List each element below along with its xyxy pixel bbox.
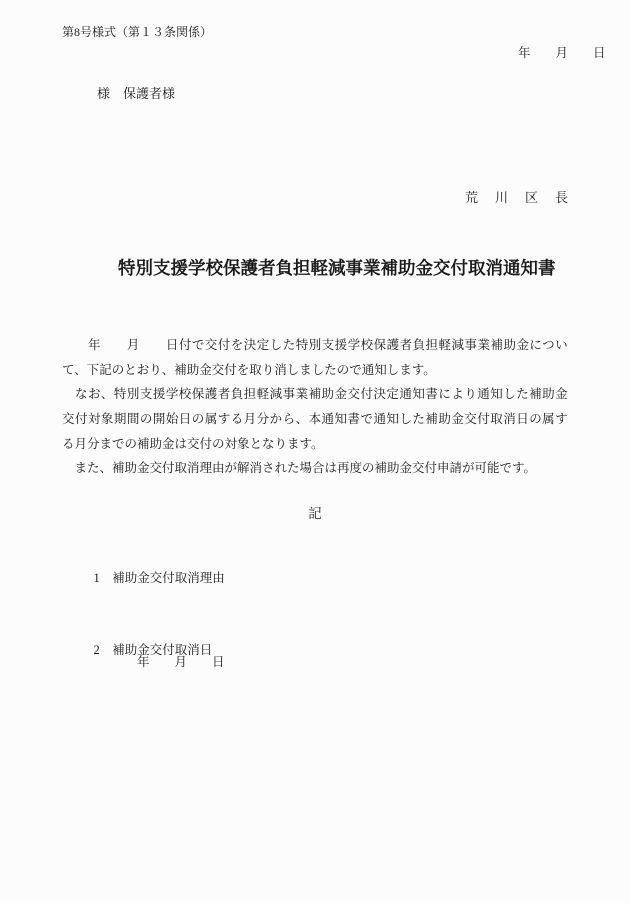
body-line-5: る月分までの補助金は交付の対象となります。 [62,436,324,451]
body-line-6: また、補助金交付取消理由が解消された場合は再度の補助金交付申請が可能です。 [62,461,537,476]
body-line-3: なお、特別支援学校保護者負担軽減事業補助金交付決定通知書により通知した補助金 [62,387,568,402]
item-1-revocation-reason [81,559,225,597]
item-1-label: 補助金交付取消理由 [112,570,225,585]
item-2-number: 2 [93,642,100,657]
item-2-date-blank-line: 年 月 日 [137,655,225,669]
body-line-2: て、下記のとおり、補助金交付を取り消しましたので通知します。 [62,362,436,377]
body-paragraphs [62,333,568,481]
item-1-number: 1 [93,570,100,585]
document-title: 特別支援学校保護者負担軽減事業補助金交付取消通知書 [118,258,556,278]
record-marker-text: 記 [308,506,322,521]
form-number: 第8号様式（第１３条関係） [62,25,213,39]
issue-date-blank-line: 年 月 日 [518,46,606,60]
mayor-signature: 荒 川 区 長 [465,190,571,205]
body-line-4: 交付対象期間の開始日の属する月分から、本通知書で通知した補助金交付取消日の属す [62,412,568,427]
item-2-label: 補助金交付取消日 [112,642,213,657]
recipient-line: 様 保護者様 [97,86,176,101]
record-marker [62,507,568,521]
body-line-1: 年 月 日付で交付を決定した特別支援学校保護者負担軽減事業補助金につい [62,338,568,352]
